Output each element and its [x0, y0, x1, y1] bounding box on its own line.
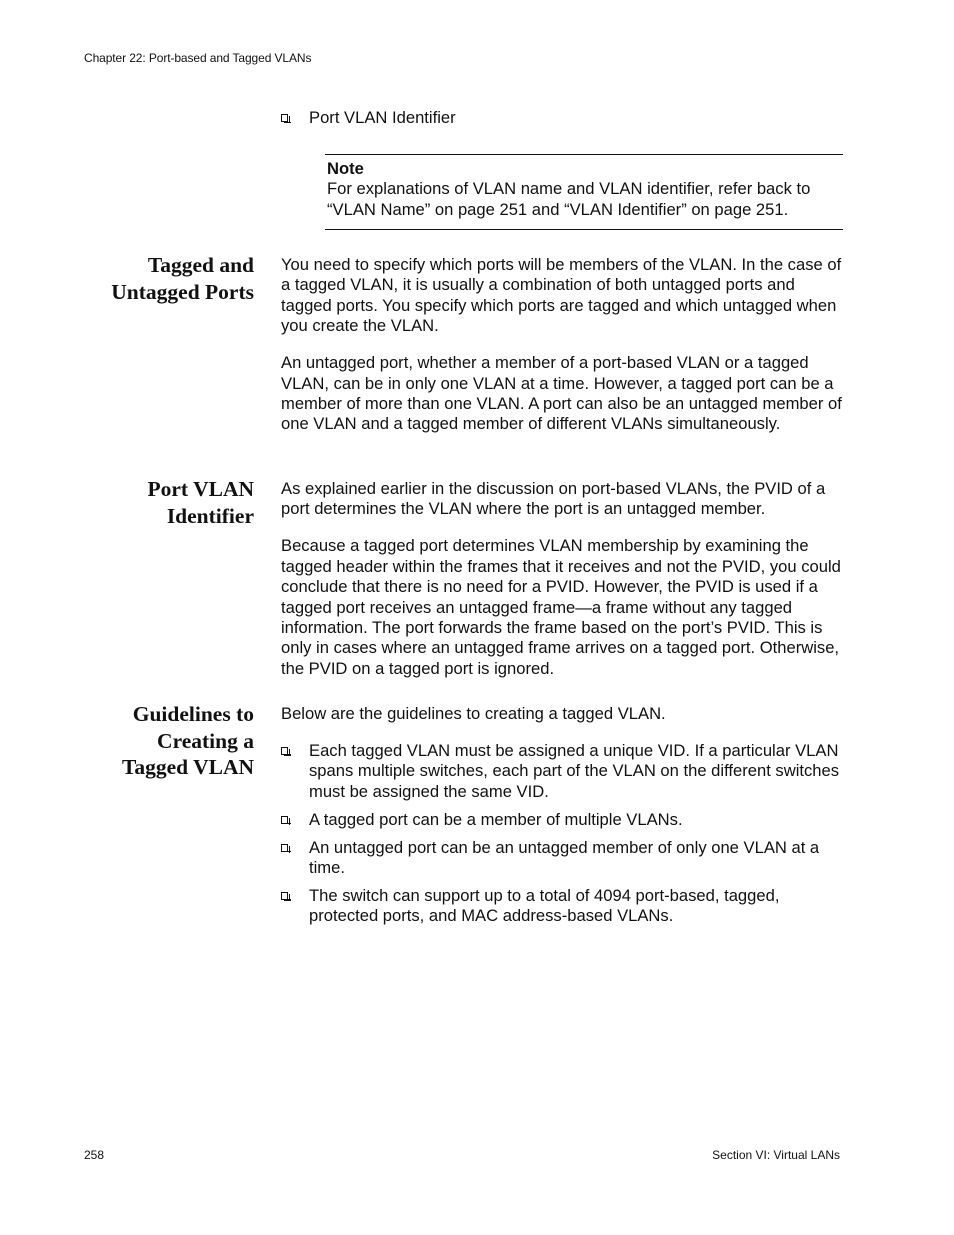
paragraph: An untagged port, whether a member of a port-based VLAN or a tagged VLAN, can be in only one VLAN at a time. However, a tagged port can be a member of more than one VLAN. A port can also be an untagged member of one VLAN and a tagged member of different VLANs simultaneously. [281, 353, 842, 434]
paragraph: Below are the guidelines to creating a tagged VLAN. [281, 704, 666, 723]
list-item [281, 886, 843, 927]
note-title: Note [327, 159, 364, 178]
checkbox-bullet-icon [281, 844, 288, 852]
section-body [281, 479, 843, 696]
page-number: 258 [84, 1148, 105, 1162]
checkbox-bullet-icon [281, 816, 288, 824]
list-item-text: A tagged port can be a member of multiple VLANs. [309, 809, 683, 829]
heading-line: Guidelines to [132, 702, 254, 726]
note-text: For explanations of VLAN name and VLAN identifier, refer back to “VLAN Name” on page 251 and “VLAN Identifier” on page 251. [327, 179, 811, 219]
note-box [325, 154, 843, 230]
list-item-text: Each tagged VLAN must be assigned a unique VID. If a particular VLAN spans multiple switches, each part of the VLAN on the different switches must be assigned the same VID. [309, 740, 840, 801]
section-heading [74, 476, 254, 529]
intro-bullet-list [281, 108, 841, 136]
checkbox-bullet-icon [281, 114, 288, 122]
list-item-text: Port VLAN Identifier [309, 108, 456, 127]
section-body [281, 255, 843, 451]
heading-line: Tagged and [147, 253, 254, 277]
heading-line: Tagged VLAN [121, 755, 254, 780]
list-item [281, 810, 843, 830]
list-item [281, 108, 841, 128]
section-body [281, 704, 843, 934]
list-item [281, 741, 843, 802]
heading-line: Creating a [157, 728, 254, 753]
list-item [281, 838, 843, 879]
paragraph: As explained earlier in the discussion on port-based VLANs, the PVID of a port determines the VLAN where the port is an untagged member. [281, 479, 826, 519]
heading-line: Identifier [166, 503, 254, 528]
checkbox-bullet-icon [281, 892, 288, 900]
section-heading [74, 701, 254, 781]
checkbox-bullet-icon [281, 747, 288, 755]
list-item-text: The switch can support up to a total of 4094 port-based, tagged, protected ports, and MAC address-based VLANs. [309, 885, 780, 926]
paragraph: Because a tagged port determines VLAN membership by examining the tagged header within the frames that it receives and not the PVID, you could conclude that there is no need for a PVID. However, the PVID is used if a tagged port receives an untagged frame—a frame without any tagged information. The port forwards the frame based on the port’s PVID. This is only in cases where an untagged frame arrives on a tagged port. Otherwise, the PVID on a tagged port is ignored. [281, 536, 841, 678]
heading-line: Port VLAN [147, 477, 254, 501]
footer-section-title: Section VI: Virtual LANs [712, 1148, 840, 1162]
section-heading [74, 252, 254, 305]
paragraph: You need to specify which ports will be members of the VLAN. In the case of a tagged VLAN, it is usually a combination of both untagged ports and tagged ports. You specify which ports are tagged and which untagged when you create the VLAN. [281, 255, 842, 336]
heading-line: Untagged Ports [111, 279, 254, 304]
running-head: Chapter 22: Port-based and Tagged VLANs [84, 51, 312, 65]
guidelines-bullet-list [281, 741, 843, 927]
list-item-text: An untagged port can be an untagged member of only one VLAN at a time. [309, 837, 820, 877]
